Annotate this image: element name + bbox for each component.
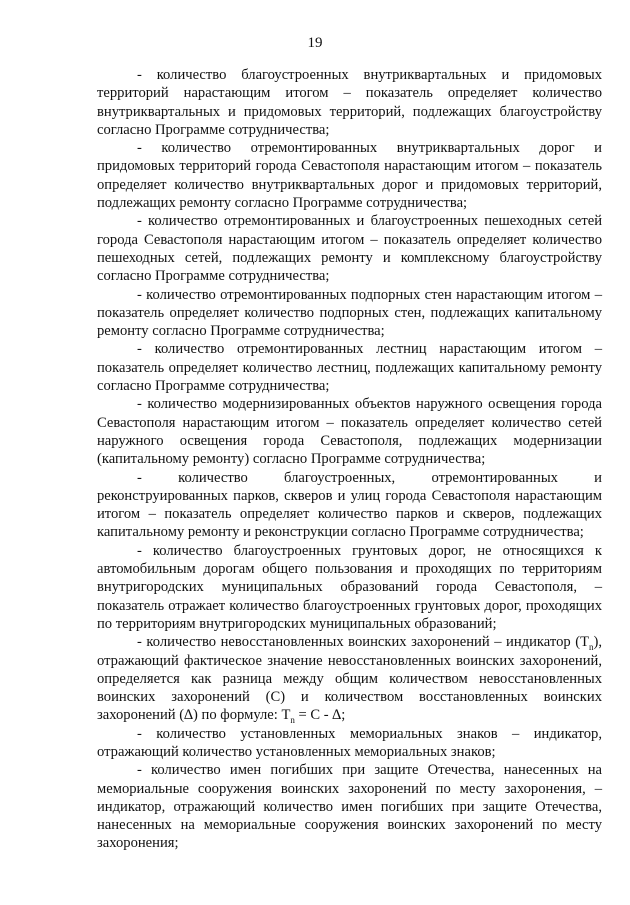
formula-subscript: n xyxy=(290,715,295,726)
formula-list-item xyxy=(97,633,602,724)
formula-text-part: = C - ∆; xyxy=(294,707,346,724)
list-item: - количество отремонтированных внутриквартальных дорог и придомовых территорий города Севастополя нарастающим итогом – показатель определяет количество внутриквартальных дорог и придомовых территорий, подлежащих ремонту согласно Программе сотрудничества; xyxy=(97,140,602,212)
document-body xyxy=(97,66,602,853)
list-item: - количество отремонтированных лестниц нарастающим итогом – показатель определяет количество лестниц, подлежащих капитальному ремонту согласно Программе сотрудничества; xyxy=(97,341,602,395)
list-item: - количество отремонтированных подпорных стен нарастающим итогом – показатель определяет количество подпорных стен, подлежащих капитальному ремонту согласно Программе сотрудничества; xyxy=(97,286,602,340)
list-item: - количество имен погибших при защите Отечества, нанесенных на мемориальные сооружения воинских захоронений по месту захоронения, – индикатор, отражающий количество имен погибших при защите Отечества, нанесенных на мемориальные сооружения воинских захоронений по месту захоронения; xyxy=(97,762,602,852)
page-number: 19 xyxy=(307,35,323,51)
formula-text-part: ), отражающий фактическое значение невосстановленных воинских захоронений, определяется как разница между общим количеством невосстановленных воинских захоронений (C) и количеством восстановленных воинских захоронений (∆) по формуле: T xyxy=(97,634,602,724)
formula-text-part: - количество невосстановленных воинских захоронений – индикатор (T xyxy=(137,634,589,651)
list-item: - количество отремонтированных и благоустроенных пешеходных сетей города Севастополя нарастающим итогом – показатель определяет количество пешеходных сетей, подлежащих ремонту и комплексному благоустройству согласно Программе сотрудничества; xyxy=(97,213,602,285)
list-item: - количество модернизированных объектов наружного освещения города Севастополя нарастающим итогом – показатель определяет количество сетей наружного освещения города Севастополя, подлежащих модернизации (капитальному ремонту) согласно Программе сотрудничества; xyxy=(97,396,602,468)
formula-subscript: n xyxy=(588,642,594,653)
list-item: - количество благоустроенных внутриквартальных и придомовых территорий нарастающим итогом – показатель определяет количество внутриквартальных и придомовых территорий, подлежащих благоустройству согласно Программе сотрудничества; xyxy=(97,67,602,138)
list-item: - количество установленных мемориальных знаков – индикатор, отражающий количество установленных мемориальных знаков; xyxy=(97,725,602,760)
list-item: - количество благоустроенных грунтовых дорог, не относящихся к автомобильным дорогам общего пользования и проходящих по территориям внутригородских муниципальных образований города Севастополя, – показатель отражает количество благоустроенных грунтовых дорог, проходящих по территориям внутригородских муниципальных образований; xyxy=(97,542,602,632)
list-item: - количество благоустроенных, отремонтированных и реконструированных парков, скверов и улиц города Севастополя нарастающим итогом – показатель определяет количество парков и скверов, подлежащих капитальному ремонту и реконструкции согласно Программе сотрудничества; xyxy=(97,469,602,541)
